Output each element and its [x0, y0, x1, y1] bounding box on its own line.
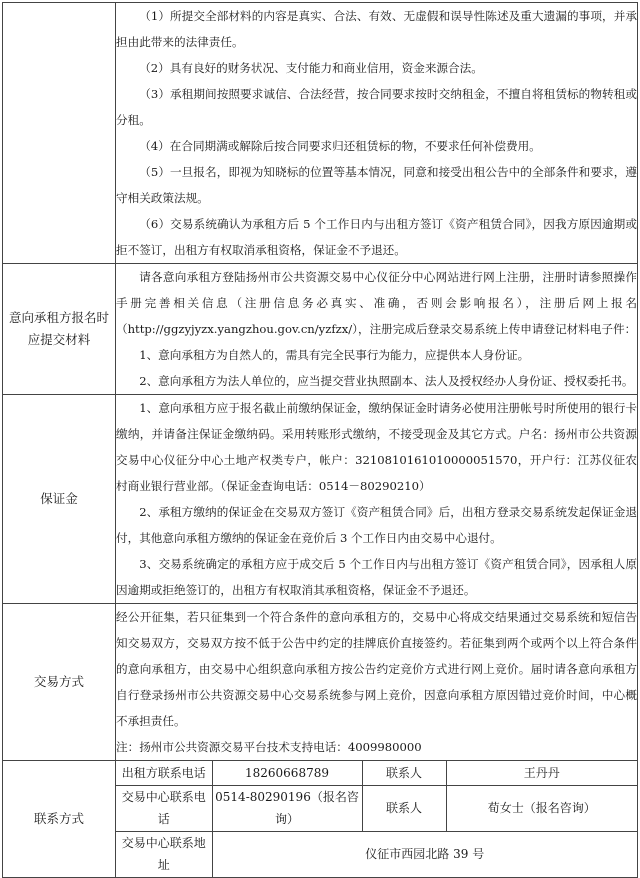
deposit-item-3: 3、交易系统确定的承租方应于成交后 5 个工作日内与出租方签订《资产租赁合同》，因承租人原因逾期或拒绝签订的，出租方有权取消其承租资格，保证金不予退还。	[116, 557, 637, 597]
trading-method-label: 交易方式	[3, 604, 116, 761]
materials-intro: 请各意向承租方登陆扬州市公共资源交易中心仪征分中心网站进行网上注册，注册时请参照操作手册完善相关信息（注册信息务必真实、准确，否则会影响报名），注册后网上报名（http://ggzyjyzx.yangzhou.gov.cn/yzfzx/），注册完成后登录交易系统上传申请登记材料电子件：	[116, 270, 637, 336]
commitment-item-6: （6）交易系统确认为承租方后 5 个工作日内与出租方签订《资产租赁合同》，因我方原因逾期或拒不签订，出租方有权取消承租资格，保证金不予退还。	[116, 217, 637, 257]
center-address-value: 仪征市西园北路 39 号	[212, 831, 637, 877]
commitments-row	[3, 3, 638, 264]
materials-item-2: 2、意向承租方为法人单位的，应当提交营业执照副本、法人及授权经办人身份证、授权委托书。	[139, 374, 634, 388]
materials-content	[116, 264, 638, 395]
trading-method-text: 经公开征集，若只征集到一个符合条件的意向承租方的，交易中心将成交结果通过交易系统和短信告知交易双方，交易双方按不低于公告中约定的挂牌底价直接签约。若征集到两个或两个以上符合条件的意向承租方，由交易中心组织意向承租方按公告约定竞价方式进行网上竞价。届时请各意向承租方自行登录扬州市公共资源交易中心交易系统参与网上竞价，因意向承租方原因错过竞价时间，中心概不承担责任。	[116, 610, 637, 728]
tech-support-note: 注：扬州市公共资源交易平台技术支持电话：4009980000	[116, 740, 422, 754]
lessor-contact-row	[116, 761, 637, 785]
deposit-row	[3, 395, 638, 604]
commitments-content	[116, 3, 638, 264]
center-contact-person-label: 联系人	[362, 785, 446, 831]
center-contact-row	[116, 785, 637, 831]
deposit-item-1: 1、意向承租方应于报名截止前缴纳保证金，缴纳保证金时请务必使用注册帐号时所使用的银行卡缴纳，并请备注保证金缴纳码。采用转账形式缴纳，不接受现金及其它方式。户名：扬州市公共资源交易中心仪征分中心土地产权类专户，帐户：3210810161010000051570，开户行：江苏仪征农村商业银行营业部。（保证金查询电话：0514－80290210）	[116, 401, 637, 493]
commitment-item-4: （4）在合同期满或解除后按合同要求归还租赁标的物，不要求任何补偿费用。	[139, 139, 541, 153]
center-phone-label: 交易中心联系电话	[116, 785, 212, 831]
contact-content	[116, 761, 638, 878]
center-address-label: 交易中心联系地址	[116, 831, 212, 877]
contact-row	[3, 761, 638, 878]
lessor-phone-value: 18260668789	[212, 761, 362, 785]
deposit-content	[116, 395, 638, 604]
lessor-contact-person-value: 王丹丹	[446, 761, 637, 785]
lessor-contact-person-label: 联系人	[362, 761, 446, 785]
materials-label: 意向承租方报名时应提交材料	[3, 264, 116, 395]
commitment-item-2: （2）具有良好的财务状况、支付能力和商业信用，资金来源合法。	[139, 61, 483, 75]
contact-label: 联系方式	[3, 761, 116, 878]
commitment-item-5: （5）一旦报名，即视为知晓标的位置等基本情况，同意和接受出租公告中的全部条件和要求，遵守相关政策法规。	[116, 165, 637, 205]
contact-table	[116, 761, 637, 877]
commitment-item-3: （3）承租期间按照要求诚信、合法经营，按合同要求按时交纳租金，不擅自将租赁标的物转租或分租。	[116, 87, 637, 127]
center-address-row	[116, 831, 637, 877]
materials-item-1: 1、意向承租方为自然人的，需具有完全民事行为能力，应提供本人身份证。	[139, 348, 530, 362]
center-contact-person-value: 荀女士（报名咨询）	[446, 785, 637, 831]
announcement-table	[2, 2, 638, 878]
lessor-phone-label: 出租方联系电话	[116, 761, 212, 785]
trading-method-row	[3, 604, 638, 761]
deposit-item-2: 2、承租方缴纳的保证金在交易双方签订《资产租赁合同》后，出租方登录交易系统发起保证金退付，其他意向承租方缴纳的保证金在竞价后 3 个工作日内由交易中心退付。	[116, 505, 637, 545]
materials-row	[3, 264, 638, 395]
commitment-item-1: （1）所提交全部材料的内容是真实、合法、有效、无虚假和误导性陈述及重大遗漏的事项，并承担由此带来的法律责任。	[116, 9, 637, 49]
commitments-label-cell	[3, 3, 116, 264]
center-phone-value: 0514-80290196（报名咨询）	[212, 785, 362, 831]
trading-method-content	[116, 604, 638, 761]
deposit-label: 保证金	[3, 395, 116, 604]
